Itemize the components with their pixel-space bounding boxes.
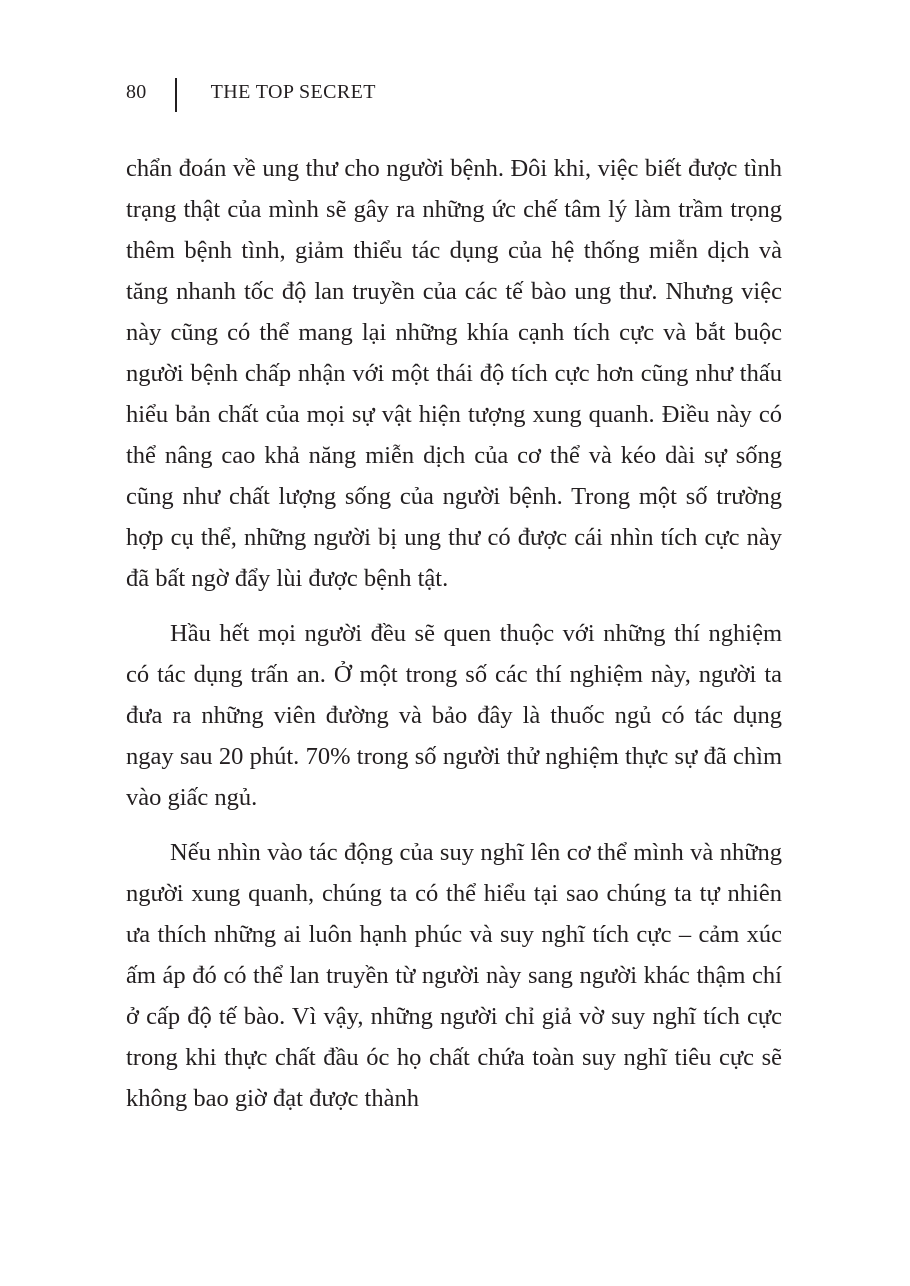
header-divider <box>175 78 177 112</box>
page-number: 80 <box>126 81 147 103</box>
body-text <box>126 148 782 1119</box>
paragraph-positive-thinking: Nếu nhìn vào tác động của suy nghĩ lên cơ thể mình và những người xung quanh, chúng ta có thể hiểu tại sao chúng ta tự nhiên ưa thích những ai luôn hạnh phúc và suy nghĩ tích cực – cảm xúc ấm áp đó có thể lan truyền từ người này sang người khác thậm chí ở cấp độ tế bào. Vì vậy, những người chỉ giả vờ suy nghĩ tích cực trong khi thực chất đầu óc họ chất chứa toàn suy nghĩ tiêu cực sẽ không bao giờ đạt được thành <box>126 839 782 1112</box>
paragraph-placebo: Hầu hết mọi người đều sẽ quen thuộc với những thí nghiệm có tác dụng trấn an. Ở một trong số các thí nghiệm này, người ta đưa ra những viên đường và bảo đây là thuốc ngủ có tác dụng ngay sau 20 phút. 70% trong số người thử nghiệm thực sự đã chìm vào giấc ngủ. <box>126 620 782 811</box>
page-header <box>126 78 376 112</box>
running-title: THE TOP SECRET <box>210 81 376 103</box>
paragraph-continued: chẩn đoán về ung thư cho người bệnh. Đôi khi, việc biết được tình trạng thật của mình sẽ gây ra những ức chế tâm lý làm trầm trọng thêm bệnh tình, giảm thiểu tác dụng của hệ thống miễn dịch và tăng nhanh tốc độ lan truyền của các tế bào ung thư. Nhưng việc này cũng có thể mang lại những khía cạnh tích cực và bắt buộc người bệnh chấp nhận với một thái độ tích cực hơn cũng như thấu hiểu bản chất của mọi sự vật hiện tượng xung quanh. Điều này có thể nâng cao khả năng miễn dịch của cơ thể và kéo dài sự sống cũng như chất lượng sống của người bệnh. Trong một số trường hợp cụ thể, những người bị ung thư có được cái nhìn tích cực này đã bất ngờ đẩy lùi được bệnh tật. <box>126 155 782 592</box>
